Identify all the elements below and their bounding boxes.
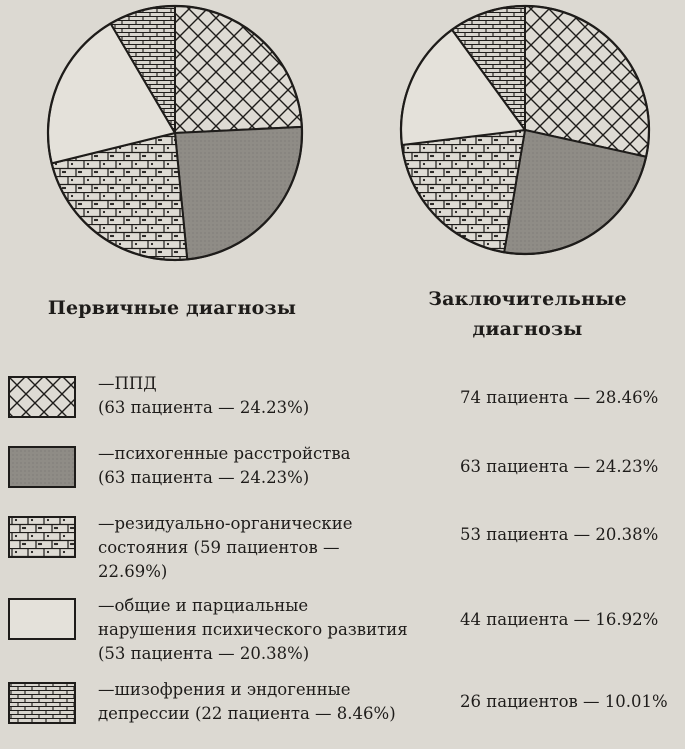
final-value-development: 44 пациента — 16.92%: [460, 610, 659, 629]
gray-swatch-icon: [8, 446, 76, 488]
legend-line: —психогенные расстройства: [98, 444, 351, 463]
brick-swatch-icon: [8, 682, 76, 724]
pie-primary-slice-crosshatch: [175, 6, 302, 133]
final-value-schizophrenia: 26 пациентов — 10.01%: [460, 692, 668, 711]
final-title-line1: Заключительные: [428, 288, 627, 310]
legend-line: (63 пациента — 24.23%): [98, 398, 310, 417]
final-value-ppd: 74 пациента — 28.46%: [460, 388, 659, 407]
legend-line: состояния (59 пациентов —: [98, 538, 340, 557]
final-value-residual: 53 пациента — 20.38%: [460, 525, 659, 544]
final-value-psychogenic: 63 пациента — 24.23%: [460, 457, 659, 476]
legend-line: (63 пациента — 24.23%): [98, 468, 310, 487]
legend-line: нарушения психического развития: [98, 620, 408, 639]
pie-final-slice-dotted-brick: [402, 130, 525, 252]
legend-line: —шизофрения и эндогенные: [98, 680, 351, 699]
pie-primary-slice-gray: [175, 127, 302, 260]
legend-line: (53 пациента — 20.38%): [98, 644, 310, 663]
pie-charts: [0, 0, 685, 280]
blank-swatch-icon: [8, 598, 76, 640]
legend-line: —ППД: [98, 374, 157, 393]
crosshatch-swatch-icon: [8, 376, 76, 418]
pie-primary: [48, 6, 302, 260]
legend-line: депрессии (22 пациента — 8.46%): [98, 704, 396, 723]
primary-title: Первичные диагнозы: [47, 297, 297, 319]
final-title-line2: диагнозы: [472, 318, 583, 340]
dotted-brick-swatch-icon: [8, 516, 76, 558]
final-title: [400, 284, 655, 344]
legend-line: 22.69%): [98, 562, 168, 581]
legend-line: —резидуально-органические: [98, 514, 353, 533]
legend-line: —общие и парциальные: [98, 596, 309, 615]
pie-final: [401, 6, 649, 254]
